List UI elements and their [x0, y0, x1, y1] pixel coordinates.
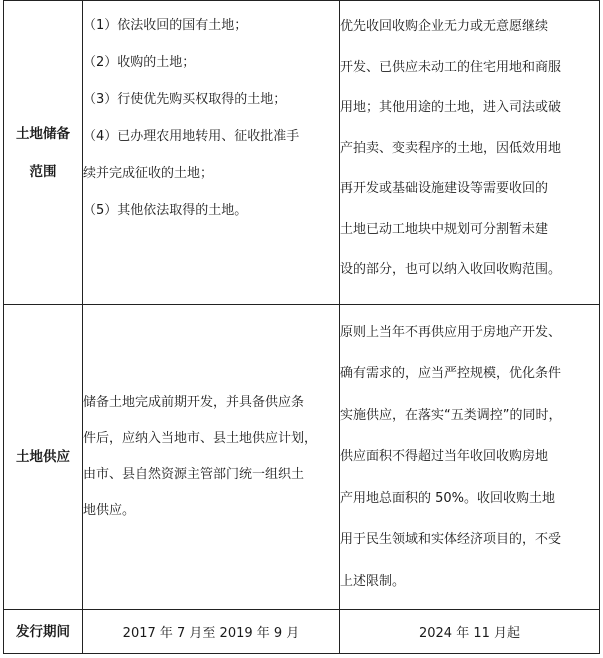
scope-item-4a: （4）已办理农用地转用、征收批准手: [83, 129, 300, 144]
table-row-scope: [4, 1, 600, 305]
scope-item-1: （1）依法收回的国有土地；: [83, 18, 248, 33]
row-label-supply: 土地供应: [4, 305, 83, 610]
supply-new-line-5: 产用地总面积的 50%。收回收购土地: [340, 490, 556, 506]
supply-new-line-6: 用于民生领域和实体经济项目的，不受: [340, 532, 562, 548]
scope-new-line-1: 优先收回收购企业无力或无意愿继续: [340, 19, 549, 34]
scope-item-4b: 续并完成征收的土地；: [83, 166, 214, 181]
scope-new-line-7: 设的部分，也可以纳入收回收购范围。: [340, 262, 562, 277]
scope-new-policy-cell: [340, 1, 600, 305]
scope-item-3: （3）行使优先购买权取得的土地；: [83, 92, 287, 107]
scope-old-policy-cell: [83, 1, 340, 305]
scope-new-line-6: 土地已动工地块中规划可分割暂未建: [340, 221, 549, 237]
row-label-scope: [4, 1, 83, 305]
scope-item-2: （2）收购的土地；: [83, 55, 196, 70]
supply-old-line-3: 由市、县自然资源主管部门统一组织土: [83, 467, 305, 482]
period-old-cell: 2017 年 7 月至 2019 年 9 月: [83, 610, 340, 654]
row-label-scope-line2: 范围: [29, 163, 57, 180]
policy-comparison-table: [3, 0, 600, 654]
supply-new-line-7: 上述限制。: [340, 573, 406, 589]
supply-old-line-1: 储备土地完成前期开发，并具备供应条: [83, 395, 305, 410]
scope-new-line-5: 再开发或基础设施建设等需要收回的: [340, 181, 549, 196]
table-row-supply: [4, 305, 600, 610]
row-label-period: 发行期间: [4, 610, 83, 654]
scope-new-line-4: 产拍卖、变卖程序的土地，因低效用地: [340, 140, 562, 156]
supply-new-line-3: 实施供应，在落实“五类调控”的同时，: [340, 407, 562, 423]
supply-old-policy-cell: [83, 305, 340, 610]
period-new-cell: 2024 年 11 月起: [340, 610, 600, 654]
row-label-scope-line1: 土地储备: [16, 125, 70, 142]
supply-old-line-2: 件后，应纳入当地市、县土地供应计划，: [83, 431, 318, 446]
supply-new-policy-cell: [340, 305, 600, 610]
scope-item-5: （5）其他依法取得的土地。: [83, 203, 248, 218]
supply-new-line-1: 原则上当年不再供应用于房地产开发、: [340, 324, 562, 340]
supply-new-line-4: 供应面积不得超过当年收回收购房地: [340, 449, 549, 465]
supply-new-line-2: 确有需求的，应当严控规模，优化条件: [340, 366, 562, 382]
supply-old-line-4: 地供应。: [83, 503, 136, 518]
scope-new-line-2: 开发、已供应未动工的住宅用地和商服: [340, 59, 562, 75]
scope-new-line-3: 用地；其他用途的土地，进入司法或破: [340, 100, 562, 115]
table-row-period: [4, 610, 600, 654]
